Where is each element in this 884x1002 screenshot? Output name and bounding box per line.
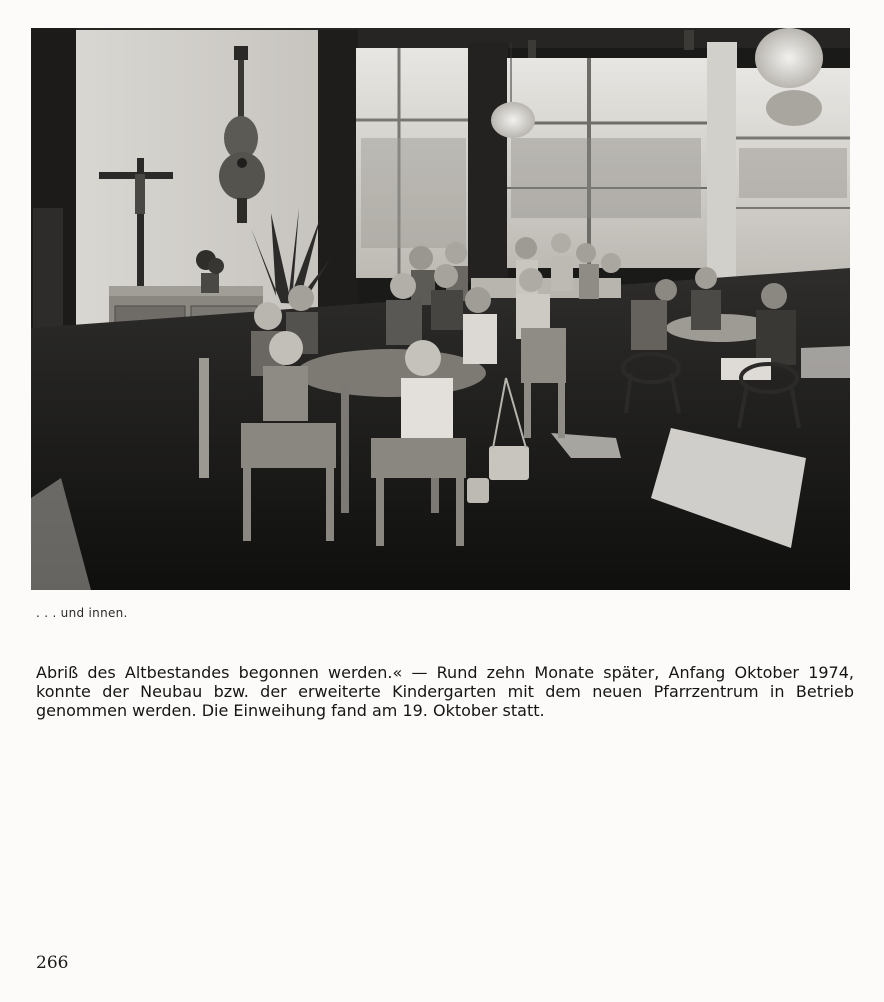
paper-lantern [755,28,823,88]
pillar [318,30,358,330]
photo-kindergarten-interior [31,28,850,590]
photo-caption: . . . und innen. [36,606,128,620]
page-number: 266 [36,953,69,973]
paper-lantern [766,90,822,126]
photo-illustration [31,28,850,590]
body-paragraph: Abriß des Altbestandes begonnen werden.« — Rund zehn Monate später, Anfang Oktober 1974, konnte der Neubau bzw. der erweiterte Kindergarten mit dem neuen Pfarrzentrum in Betrieb genommen werden. Die Einweihung fand am 19. Oktober statt. [36,663,854,720]
paper-lantern [491,102,535,138]
curtain [468,42,508,282]
